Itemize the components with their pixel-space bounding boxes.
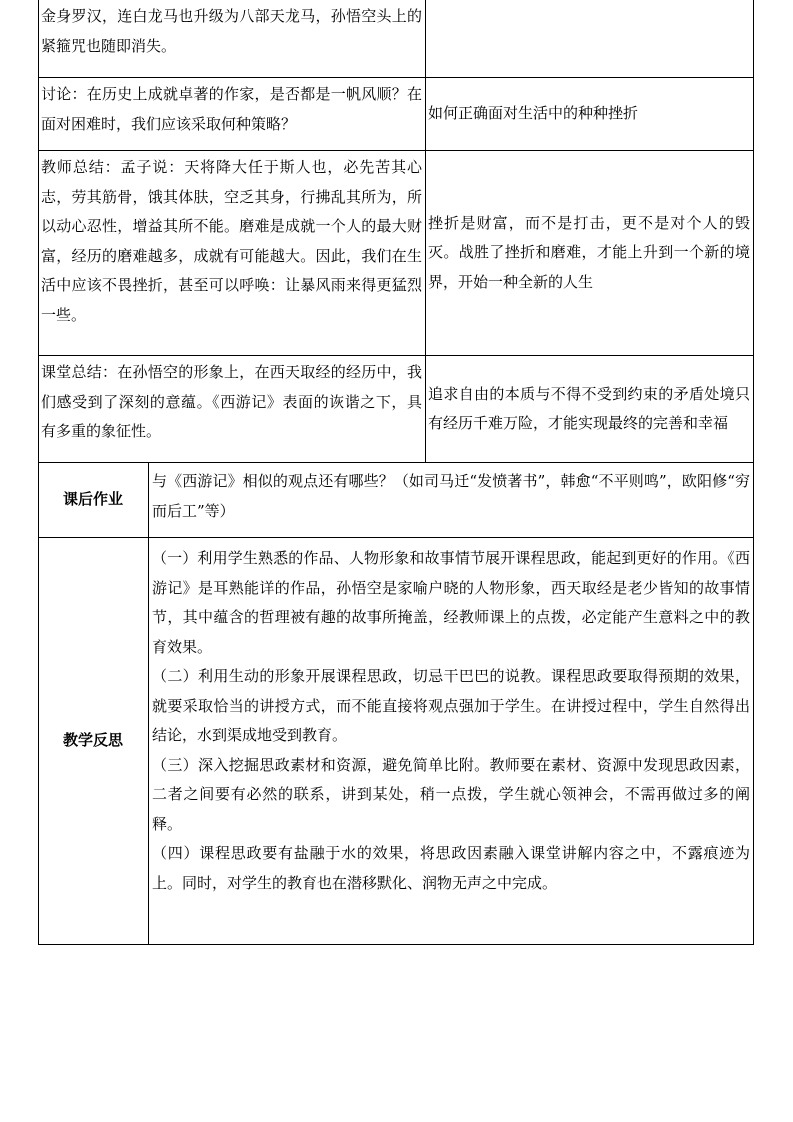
reflection-content xyxy=(149,538,753,944)
homework-label: 课后作业 xyxy=(39,463,149,537)
reflection-paragraph: （二）利用生动的形象开展课程思政，切忌干巴巴的说教。课程思政要取得预期的效果，就要采取恰当的讲授方式，而不能直接将观点强加于学生。在讲授过程中，学生自然得出结论，水到渠成地受到教育。 xyxy=(152,667,750,744)
class-summary-cell: 课堂总结：在孙悟空的形象上，在西天取经的经历中，我们感受到了深刻的意蕴。《西游记》表面的诙谐之下，具有多重的象征性。 xyxy=(39,356,426,462)
intent-cell xyxy=(426,0,753,77)
homework-text: 与《西游记》相似的观点还有哪些？（如司马迁“发愤著书”，韩愈“不平则鸣”，欧阳修“穷而后工”等） xyxy=(152,472,750,520)
intent-cell: 追求自由的本质与不得不受到约束的矛盾处境只有经历千难万险，才能实现最终的完善和幸福 xyxy=(428,384,750,432)
lesson-table xyxy=(38,0,754,945)
intent-cell: 挫折是财富，而不是打击，更不是对个人的毁灭。战胜了挫折和磨难，才能上升到一个新的境界，开始一种全新的人生 xyxy=(428,213,750,291)
reflection-paragraph: （三）深入挖掘思政素材和资源，避免简单比附。教师要在素材、资源中发现思政因素，二者之间要有必然的联系，讲到某处，稍一点拨，学生就心领神会，不需再做过多的阐释。 xyxy=(152,755,750,833)
table-row xyxy=(39,355,753,462)
homework-row xyxy=(39,462,753,537)
table-row xyxy=(39,77,753,150)
table-row xyxy=(39,150,753,355)
table-row xyxy=(39,0,753,77)
intent-cell: 如何正确面对生活中的种种挫折 xyxy=(428,104,639,123)
discussion-cell: 讨论：在历史上成就卓著的作家，是否都是一帆风顺？在面对困难时，我们应该采取何种策略？ xyxy=(39,78,426,150)
reflection-label: 教学反思 xyxy=(39,538,149,944)
reflection-paragraph: （一）利用学生熟悉的作品、人物形象和故事情节展开课程思政，能起到更好的作用。《西游记》是耳熟能详的作品，孙悟空是家喻户晓的人物形象，西天取经是老少皆知的故事情节，其中蕴含的哲理被有趣的故事所掩盖，经教师课上的点拨，必定能产生意料之中的教育效果。 xyxy=(152,549,750,656)
teacher-summary-cell: 教师总结：孟子说：天将降大任于斯人也，必先苦其心志，劳其筋骨，饿其体肤，空乏其身，行拂乱其所为，所以动心忍性，增益其所不能。磨难是成就一个人的最大财富，经历的磨难越多，成就有可能越大。因此，我们在生活中应该不畏挫折，甚至可以呼唤：让暴风雨来得更猛烈一些。 xyxy=(39,151,426,355)
reflection-paragraph: （四）课程思政要有盐融于水的效果，将思政因素融入课堂讲解内容之中，不露痕迹为上。同时，对学生的教育也在潜移默化、润物无声之中完成。 xyxy=(152,844,750,892)
activity-cell: 金身罗汉，连白龙马也升级为八部天龙马，孙悟空头上的紧箍咒也随即消失。 xyxy=(39,0,426,77)
reflection-row xyxy=(39,537,753,944)
